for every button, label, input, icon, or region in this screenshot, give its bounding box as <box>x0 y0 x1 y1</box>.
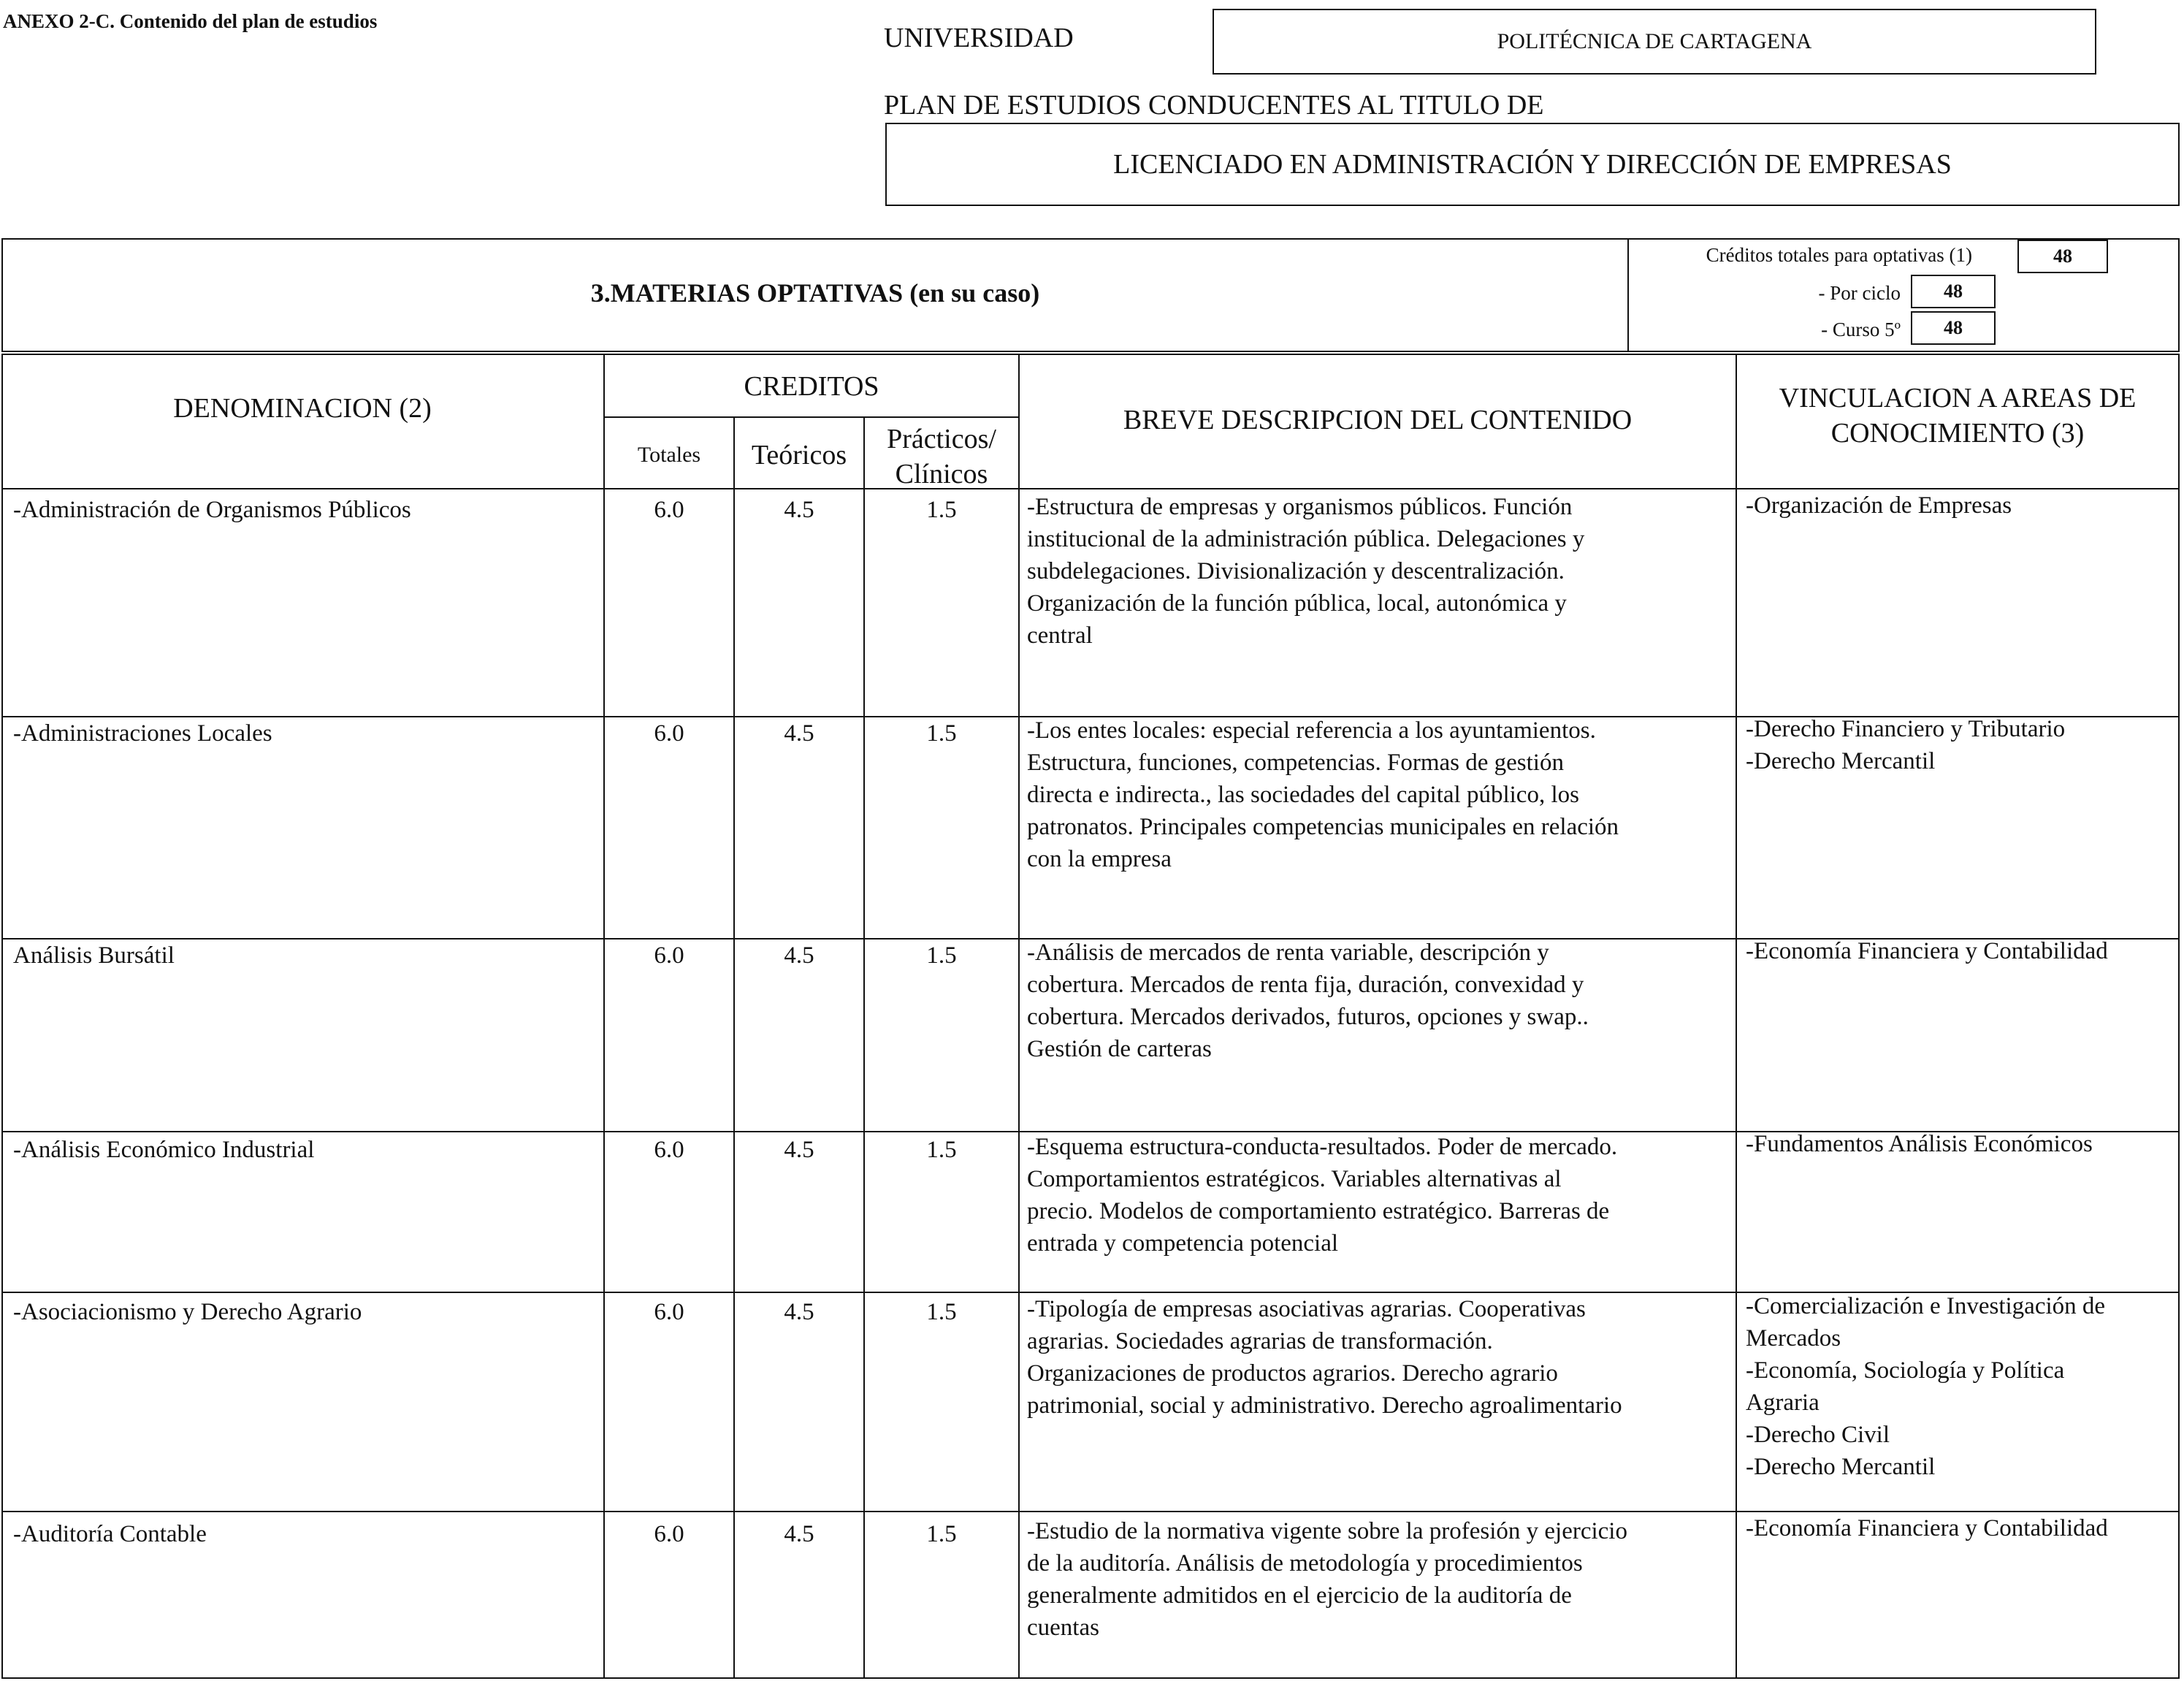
course-totales: 6.0 <box>654 1521 684 1547</box>
area-line: -Derecho Financiero y Tributario <box>1746 716 2066 742</box>
description-line: Gestión de carteras <box>1027 1036 1212 1062</box>
creditos-subheader-line <box>603 416 1018 418</box>
course-teoricos: 4.5 <box>784 1137 814 1163</box>
university-name-box <box>1213 9 2096 75</box>
description-line: patronatos. Principales competencias municipales en relación <box>1027 814 1619 840</box>
area-line: -Economía Financiera y Contabilidad <box>1746 1515 2108 1541</box>
header-practicos-line1: Prácticos/ <box>887 424 996 454</box>
description-line: cobertura. Mercados de renta fija, duración, convexidad y <box>1027 972 1584 998</box>
course-practicos: 1.5 <box>926 1299 957 1325</box>
column-border <box>2178 354 2180 1679</box>
area-line: -Derecho Mercantil <box>1746 748 1936 774</box>
area-line: -Derecho Civil <box>1746 1422 1890 1448</box>
course-description <box>1027 714 1734 875</box>
course-practicos: 1.5 <box>926 497 957 523</box>
course-name: -Auditoría Contable <box>13 1521 207 1547</box>
column-border <box>1736 354 1737 1679</box>
course-areas <box>1746 1128 2177 1160</box>
course-description <box>1027 1131 1734 1259</box>
area-line: -Economía Financiera y Contabilidad <box>1746 938 2108 964</box>
course-description <box>1027 491 1734 652</box>
column-border <box>1018 354 1020 1679</box>
course-practicos: 1.5 <box>926 1137 957 1163</box>
course-practicos: 1.5 <box>926 942 957 969</box>
description-line: -Tipología de empresas asociativas agrarias. Cooperativas <box>1027 1296 1586 1322</box>
plan-label: PLAN DE ESTUDIOS CONDUCENTES AL TITULO DE <box>884 90 1544 121</box>
course-teoricos: 4.5 <box>784 942 814 969</box>
optativas-total-value: 48 <box>2017 240 2108 273</box>
optativas-curso-value: 48 <box>1911 311 1996 345</box>
header-vinculacion-line1: VINCULACION A AREAS DE <box>1779 383 2137 413</box>
course-totales: 6.0 <box>654 497 684 523</box>
university-name: POLITÉCNICA DE CARTAGENA <box>1497 29 1812 53</box>
column-border <box>863 416 865 1679</box>
section-title: 3.MATERIAS OPTATIVAS (en su caso) <box>590 278 1040 308</box>
header-totales: Totales <box>637 443 701 467</box>
course-teoricos: 4.5 <box>784 1299 814 1325</box>
degree-title: LICENCIADO EN ADMINISTRACIÓN Y DIRECCIÓN DE EMPRESAS <box>1113 149 1952 180</box>
course-teoricos: 4.5 <box>784 497 814 523</box>
description-line: Organización de la función pública, local, autonómica y <box>1027 590 1567 617</box>
column-border <box>733 416 735 1679</box>
description-line: -Esquema estructura-conducta-resultados. Poder de mercado. <box>1027 1134 1618 1160</box>
description-line: -Los entes locales: especial referencia a los ayuntamientos. <box>1027 717 1596 744</box>
description-line: Estructura, funciones, competencias. Formas de gestión <box>1027 750 1564 776</box>
description-line: -Estudio de la normativa vigente sobre la profesión y ejercicio <box>1027 1518 1627 1544</box>
course-totales: 6.0 <box>654 1137 684 1163</box>
description-line: cobertura. Mercados derivados, futuros, opciones y swap.. <box>1027 1004 1589 1030</box>
description-line: generalmente admitidos en el ejercicio de la auditoría de <box>1027 1582 1572 1609</box>
description-line: -Estructura de empresas y organismos públicos. Función <box>1027 494 1573 520</box>
area-line: Agraria <box>1746 1390 1820 1416</box>
course-practicos: 1.5 <box>926 720 957 747</box>
header-creditos: CREDITOS <box>744 371 879 402</box>
area-line: -Comercialización e Investigación de <box>1746 1293 2106 1319</box>
area-line: -Organización de Empresas <box>1746 492 2012 519</box>
header-denominacion: DENOMINACION (2) <box>173 393 432 424</box>
description-line: subdelegaciones. Divisionalización y descentralización. <box>1027 558 1565 584</box>
course-name: -Administración de Organismos Públicos <box>13 497 411 523</box>
description-line: entrada y competencia potencial <box>1027 1230 1339 1257</box>
optativas-ciclo-value: 48 <box>1911 275 1996 308</box>
column-border <box>603 354 605 1679</box>
course-name: -Asociacionismo y Derecho Agrario <box>13 1299 362 1325</box>
course-areas <box>1746 489 2177 522</box>
annex-label: ANEXO 2-C. Contenido del plan de estudios <box>3 10 378 32</box>
course-totales: 6.0 <box>654 720 684 747</box>
course-name: -Administraciones Locales <box>13 720 272 747</box>
area-line: Mercados <box>1746 1325 1841 1352</box>
description-line: de la auditoría. Análisis de metodología y procedimientos <box>1027 1550 1583 1577</box>
area-line: -Economía, Sociología y Política <box>1746 1357 2065 1384</box>
description-line: precio. Modelos de comportamiento estratégico. Barreras de <box>1027 1198 1610 1224</box>
description-line: Organizaciones de productos agrarios. Derecho agrario <box>1027 1360 1558 1387</box>
course-name: Análisis Bursátil <box>13 942 175 969</box>
description-line: con la empresa <box>1027 846 1172 872</box>
course-teoricos: 4.5 <box>784 720 814 747</box>
course-areas <box>1746 935 2177 967</box>
optativas-ciclo-label: - Por ciclo <box>1818 282 1901 304</box>
header-vinculacion-line2: CONOCIMIENTO (3) <box>1830 417 2085 449</box>
description-line: agrarias. Sociedades agrarias de transformación. <box>1027 1328 1493 1354</box>
header-descripcion: BREVE DESCRIPCION DEL CONTENIDO <box>1123 405 1633 435</box>
table-top-border <box>1 354 2180 355</box>
optativas-curso-label: - Curso 5º <box>1821 319 1901 340</box>
optativas-total-label: Créditos totales para optativas (1) <box>1706 244 1972 266</box>
course-totales: 6.0 <box>654 1299 684 1325</box>
course-description <box>1027 1515 1734 1644</box>
degree-title-box <box>885 123 2180 206</box>
description-line: patrimonial, social y administrativo. Derecho agroalimentario <box>1027 1392 1622 1419</box>
course-practicos: 1.5 <box>926 1521 957 1547</box>
description-line: institucional de la administración pública. Delegaciones y <box>1027 526 1585 552</box>
course-name: -Análisis Económico Industrial <box>13 1137 315 1163</box>
course-totales: 6.0 <box>654 942 684 969</box>
column-border <box>1 354 3 1679</box>
header-vinculacion <box>1737 381 2178 451</box>
header-practicos <box>865 422 1018 492</box>
course-areas <box>1746 1512 2177 1544</box>
table-bottom-border <box>1 1677 2180 1679</box>
description-line: Comportamientos estratégicos. Variables alternativas al <box>1027 1166 1562 1192</box>
course-description <box>1027 937 1734 1065</box>
course-areas <box>1746 713 2177 777</box>
description-line: cuentas <box>1027 1615 1099 1641</box>
description-line: central <box>1027 622 1093 649</box>
area-line: -Derecho Mercantil <box>1746 1454 1936 1480</box>
area-line: -Fundamentos Análisis Económicos <box>1746 1131 2093 1157</box>
course-areas <box>1746 1290 2177 1483</box>
description-line: -Análisis de mercados de renta variable, descripción y <box>1027 939 1549 966</box>
course-description <box>1027 1293 1734 1422</box>
university-label: UNIVERSIDAD <box>884 23 1074 53</box>
description-line: directa e indirecta., las sociedades del capital público, los <box>1027 782 1579 808</box>
header-teoricos: Teóricos <box>751 440 847 470</box>
header-practicos-line2: Clínicos <box>895 458 988 489</box>
course-teoricos: 4.5 <box>784 1521 814 1547</box>
